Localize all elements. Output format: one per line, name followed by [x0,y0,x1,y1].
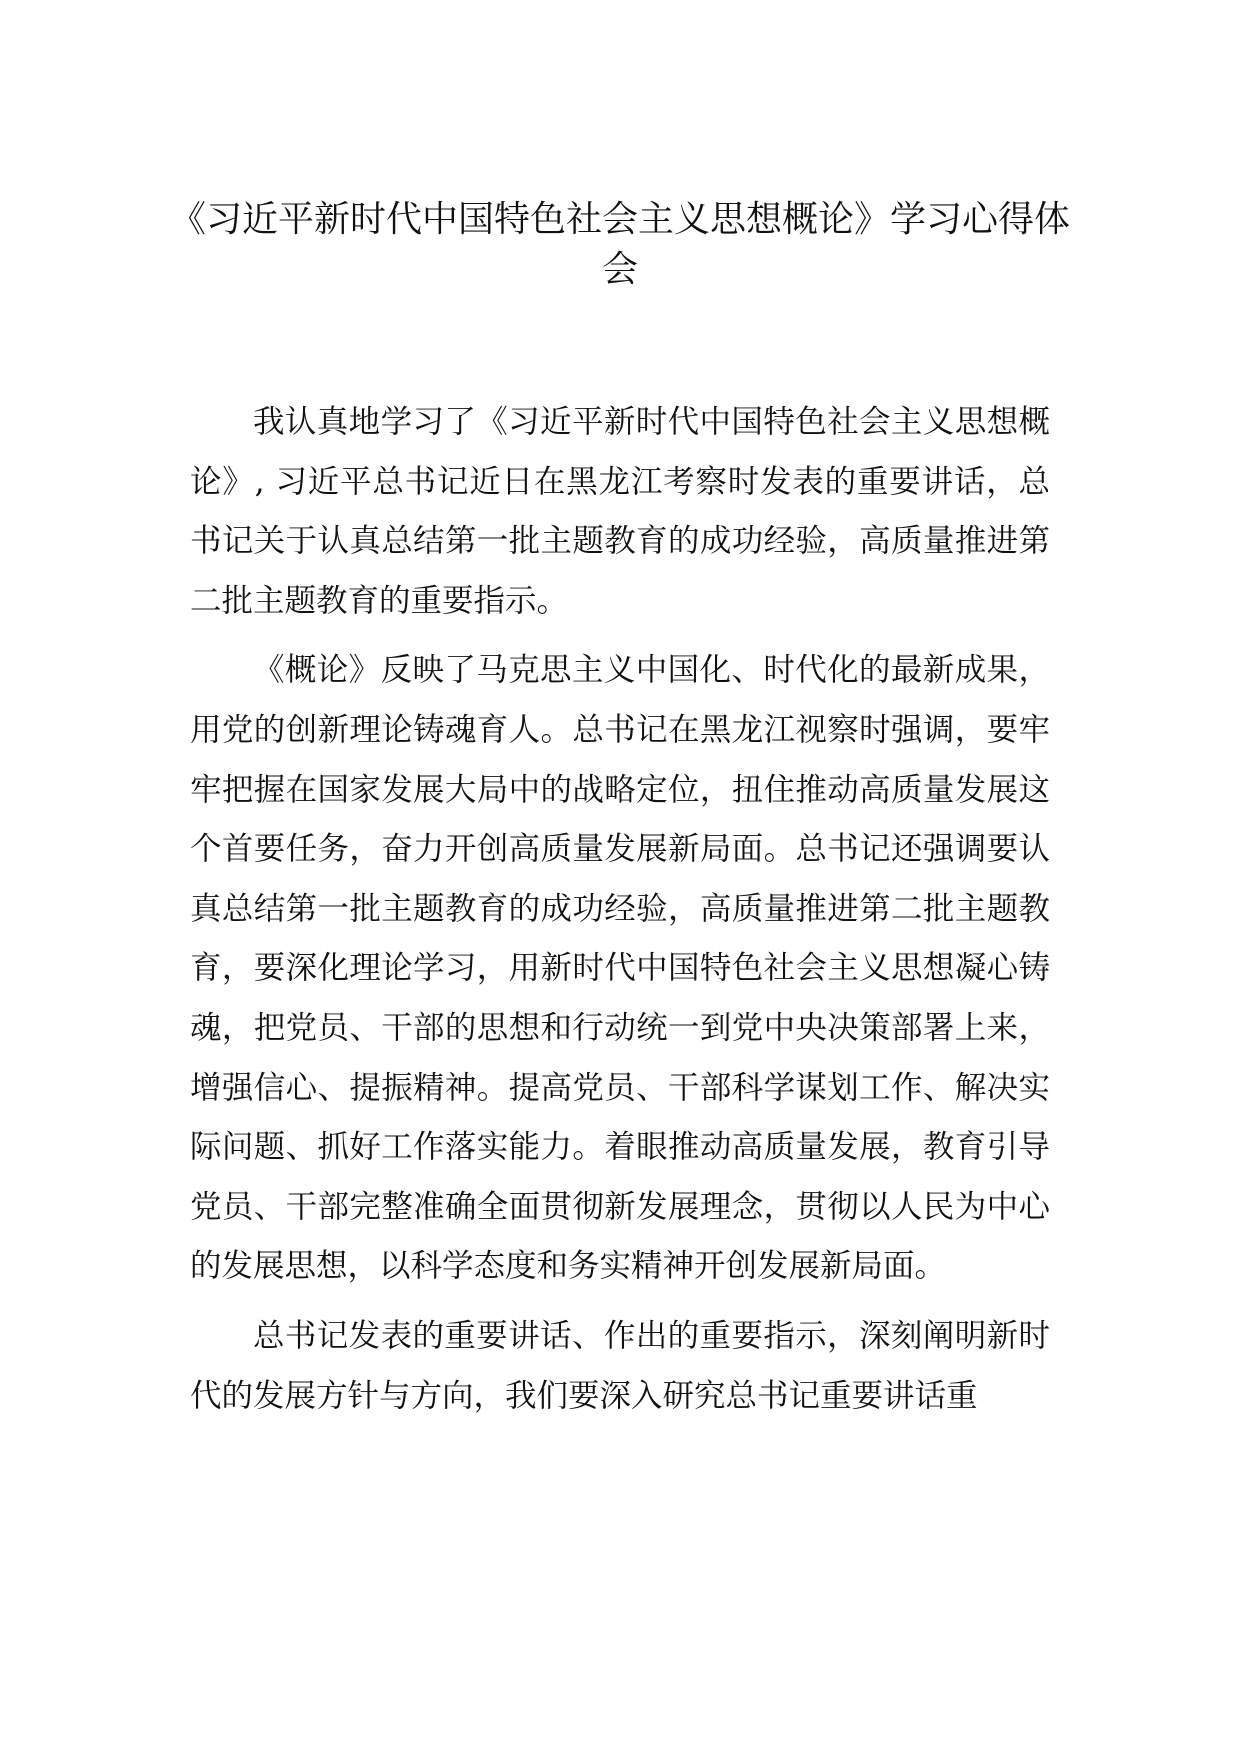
paragraph-3: 总书记发表的重要讲话、作出的重要指示，深刻阐明新时代的发展方针与方向，我们要深入研究总书记重要讲话重 [190,1317,1050,1414]
document-body [190,393,1050,1436]
paragraph-2: 《概论》反映了马克思主义中国化、时代化的最新成果，用党的创新理论铸魂育人。总书记在黑龙江视察时强调，要牢牢把握在国家发展大局中的战略定位，扭住推动高质量发展这个首要任务，奋力开创高质量发展新局面。总书记还强调要认真总结第一批主题教育的成功经验，高质量推进第二批主题教育，要深化理论学习，用新时代中国特色社会主义思想凝心铸魂，把党员、干部的思想和行动统一到党中央决策部署上来，增强信心、提振精神。提高党员、干部科学谋划工作、解决实际问题、抓好工作落实能力。着眼推动高质量发展，教育引导党员、干部完整准确全面贯彻新发展理念，贯彻以人民为中心的发展思想，以科学态度和务实精神开创发展新局面。 [190,652,1050,1285]
document-title: 《习近平新时代中国特色社会主义思想概论》学习心得体会 [170,199,1071,290]
paragraph-1: 我认真地学习了《习近平新时代中国特色社会主义思想概论》, 习近平总书记近日在黑龙江考察时发表的重要讲话，总书记关于认真总结第一批主题教育的成功经验，高质量推进第二批主题教育的重要指示。 [190,404,1050,619]
